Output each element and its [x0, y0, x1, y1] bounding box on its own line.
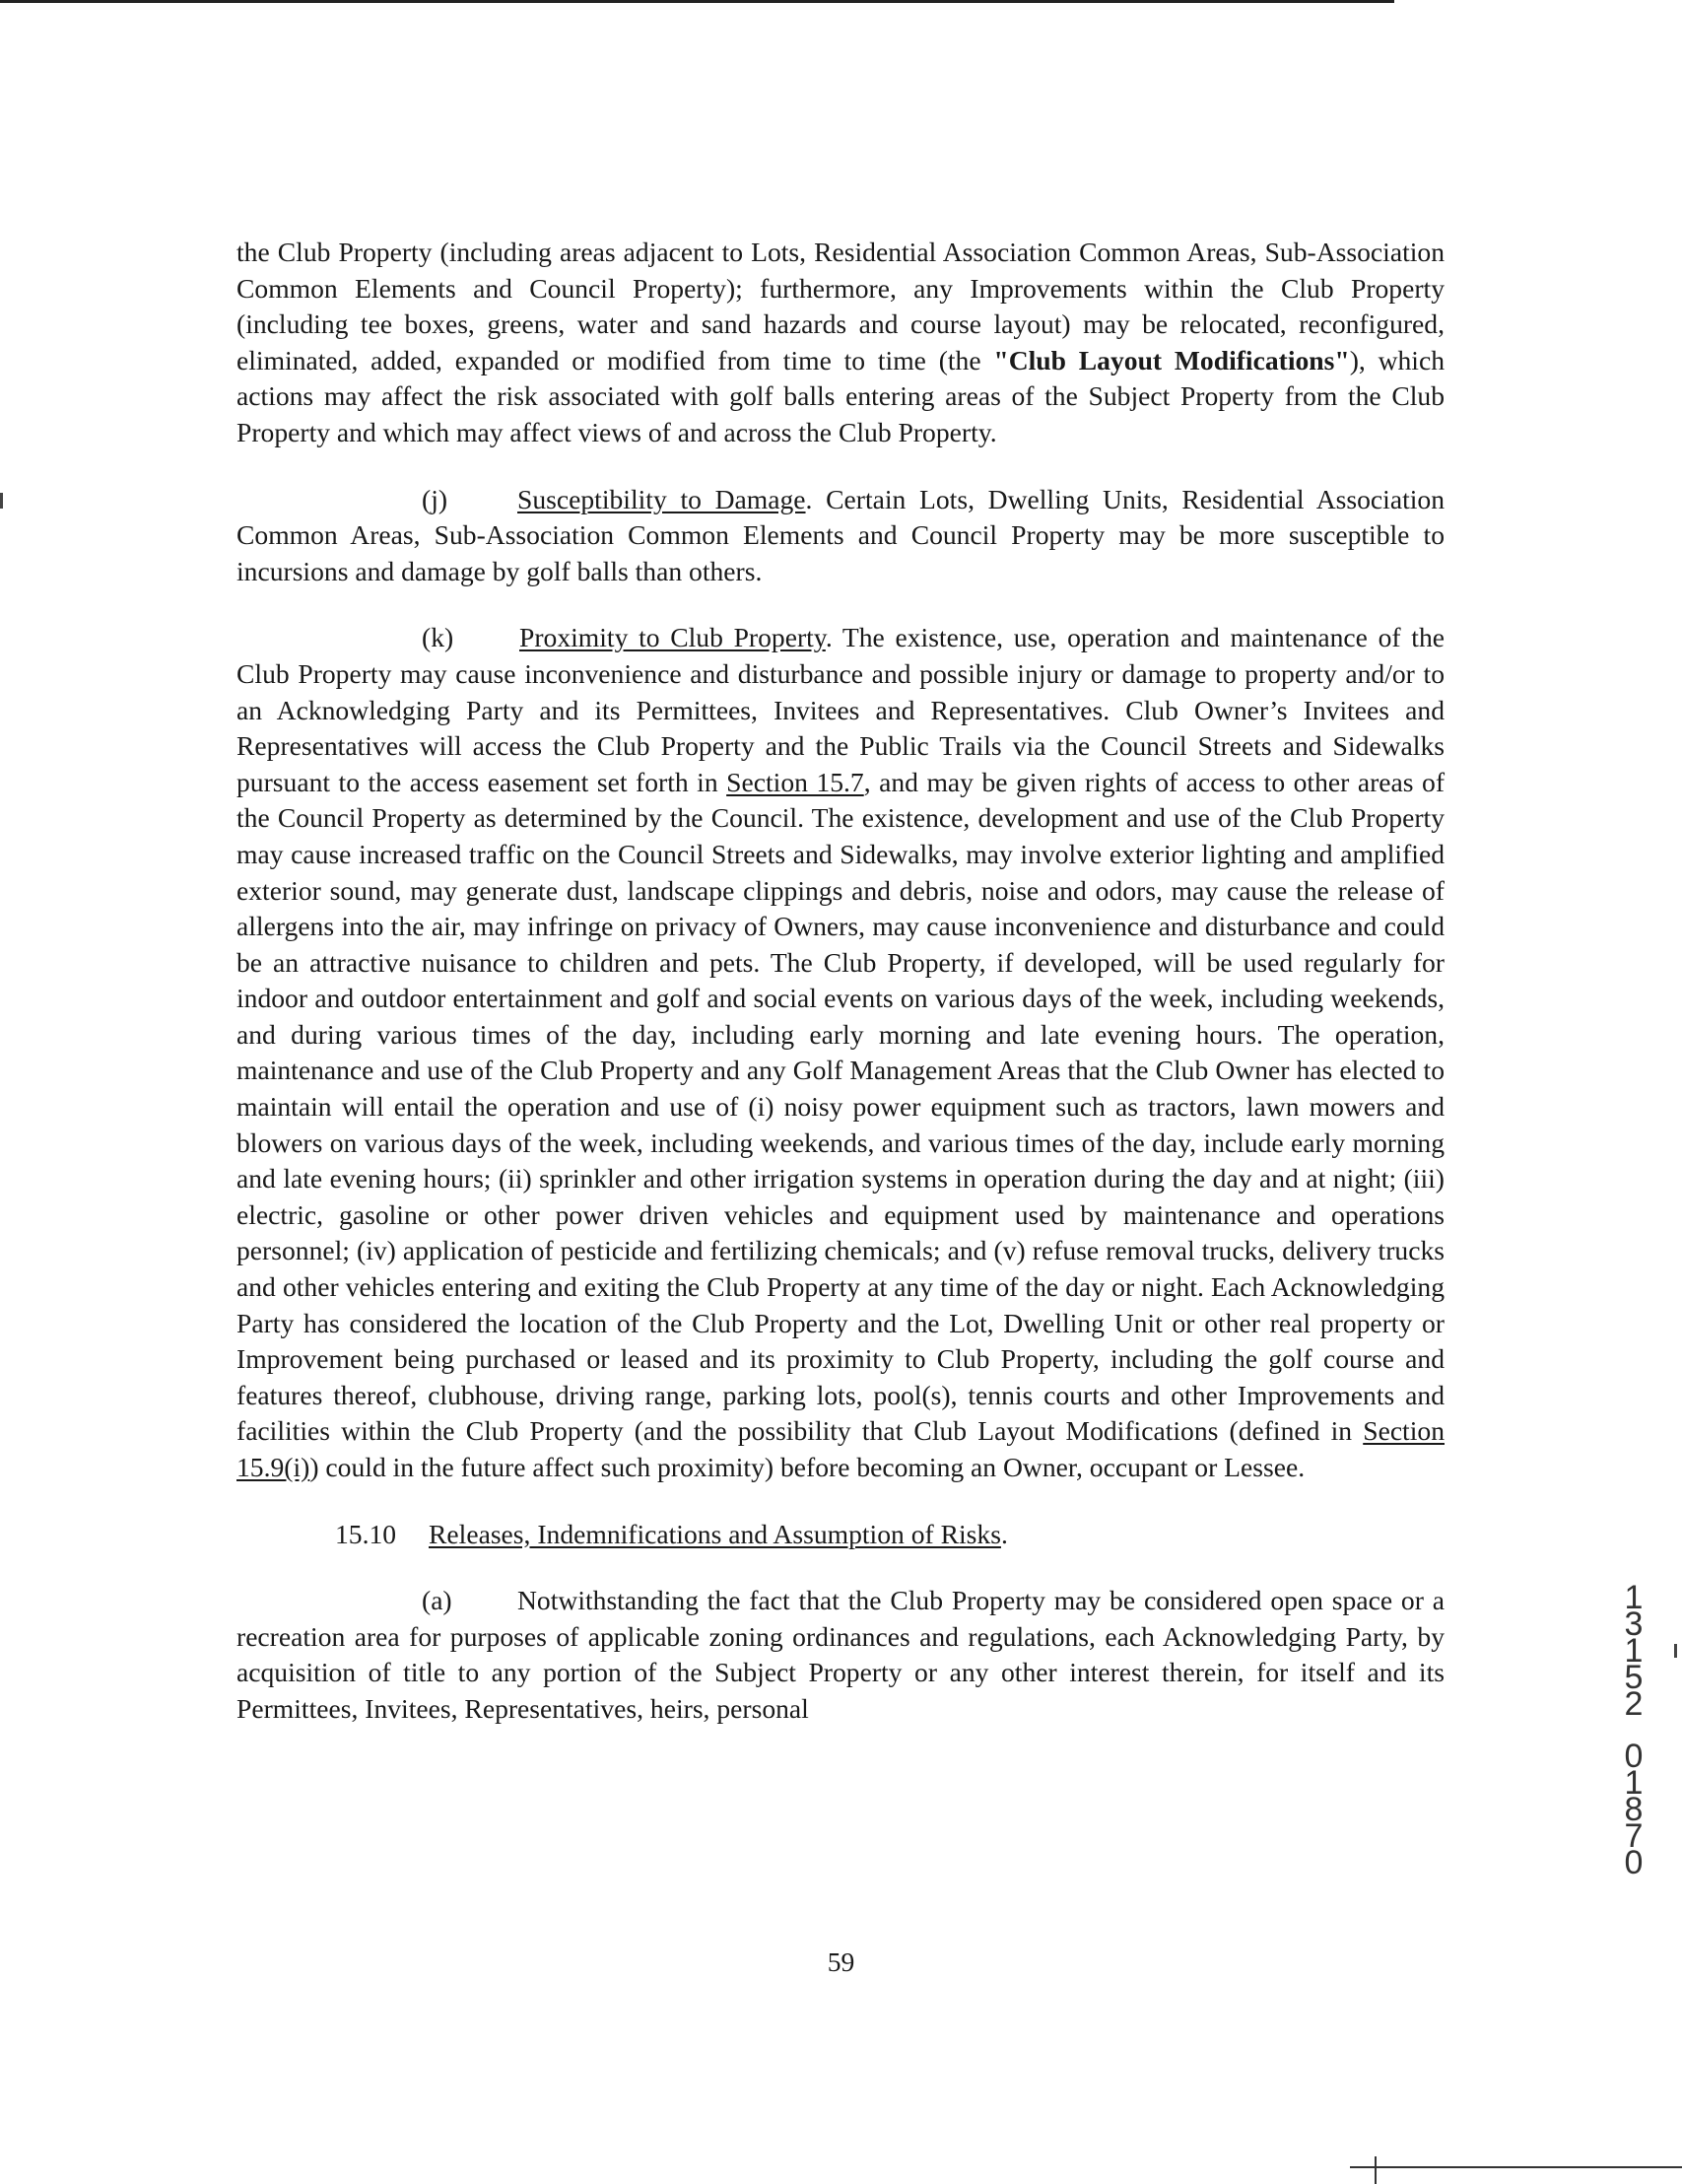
stamp-digit: 3 — [1624, 1605, 1644, 1643]
page-number: 59 — [827, 1946, 855, 1977]
top-border-line — [0, 0, 1394, 3]
subsection-title: Proximity to Club Property — [519, 622, 826, 653]
scan-mark — [1674, 1644, 1677, 1658]
paragraph-j — [236, 482, 1445, 590]
document-stamp-number — [1619, 1579, 1648, 1881]
stamp-digit: 1 — [1624, 1632, 1644, 1670]
stamp-digit: 1 — [1624, 1764, 1644, 1802]
paragraph-text: . The existence, use, operation and maintenance of the Club Property may cause inconvenience and disturbance and possible injury or damage to property and/or to an Acknowledging Party and its Permittees, Invitees and Representatives. Club Owner’s Invitees and Representatives will access the Club Property and the Public Trails via the Council Streets and Sidewalks pursuant to the access easement set forth in — [236, 622, 1445, 797]
defined-term: "Club Layout Modifications" — [993, 344, 1350, 375]
section-number: 15.10 — [335, 1518, 397, 1549]
subsection-title: Susceptibility to Damage — [517, 483, 806, 514]
stamp-digit: 7 — [1624, 1817, 1644, 1855]
subsection-label: (k) — [422, 622, 454, 653]
subsection-label: (j) — [422, 483, 448, 514]
stamp-digit: 2 — [1624, 1685, 1644, 1723]
section-reference: Section 15.9(i) — [236, 1415, 1445, 1482]
paragraph-continuation — [236, 235, 1445, 451]
paragraph-text: , and may be given rights of access to other areas of the Council Property as determined by the Council. The existence, development and use of the Club Property may cause increased traffic on the Council Streets and Sidewalks, may involve exterior lighting and amplified exterior sound, may generate dust, landscape clippings and debris, noise and odors, may cause the release of allergens into the air, may infringe on privacy of Owners, may cause inconvenience and disturbance and could be an attractive nuisance to children and pets. The Club Property, if developed, will be used regularly for indoor and outdoor entertainment and golf and social events on various days of the week, including weekends, and during various times of the day, including early morning and late evening hours. The operation, maintenance and use of the Club Property and any Golf Management Areas that the Club Owner has elected to maintain will entail the operation and use of (i) noisy power equipment such as tractors, lawn mowers and blowers on various days of the week, including weekends, and various times of the day, include early morning and late evening hours; (ii) sprinkler and other irrigation systems in operation during the day and at night; (iii) electric, gasoline or other power driven vehicles and equipment used by maintenance and operations personnel; (iv) application of pesticide and fertilizing chemicals; and (v) refuse removal trucks, delivery trucks and other vehicles entering and exiting the Club Property at any time of the day or night. Each Acknowledging Party has considered the location of the Club Property and the Lot, Dwelling Unit or other real property or Improvement being purchased or leased and its proximity to Club Property, including the golf course and features thereof, clubhouse, driving range, parking lots, pool(s), tennis courts and other Improvements and facilities within the Club Property (and the possibility that Club Layout Modifications (defined in — [236, 766, 1446, 1447]
bottom-border-tick — [1375, 2156, 1377, 2184]
paragraph-text: the Club Property (including areas adjacent to Lots, Residential Association Common Areas, Sub-Association Common Elements and Council Property); furthermore, any Improvements within the Club Property (including tee boxes, greens, water and sand hazards and course layout) may be relocated, reconfigured, eliminated, added, expanded or modified from time to time (the — [236, 237, 1445, 375]
section-reference: Section 15.7 — [726, 766, 864, 797]
subsection-label: (a) — [422, 1585, 452, 1616]
paragraph-text: ), which actions may affect the risk associated with golf balls entering areas of the Subject Property from the Club Property and which may affect views of and across the Club Property. — [236, 344, 1446, 447]
stamp-digit: 8 — [1624, 1791, 1644, 1828]
stamp-digit: 5 — [1624, 1659, 1644, 1696]
paragraph-text: Notwithstanding the fact that the Club Property may be considered open space or a recreation area for purposes of applicable zoning ordinances and regulations, each Acknowledging Party, by acquisition of title to any portion of the Subject Property or any other interest therein, for itself and its Permittees, Invitees, Representatives, heirs, personal — [236, 1585, 1445, 1724]
section-title: Releases, Indemnifications and Assumption of Risks — [429, 1518, 1001, 1549]
bottom-border-line — [1350, 2166, 1682, 2168]
stamp-digit: 0 — [1624, 1844, 1644, 1881]
stamp-digit: 1 — [1624, 1579, 1644, 1616]
scan-mark — [0, 493, 3, 509]
paragraph-text: ) could in the future affect such proximity) before becoming an Owner, occupant or Lessee. — [309, 1452, 1306, 1482]
section-heading — [236, 1517, 1445, 1553]
stamp-digit: 0 — [1624, 1738, 1644, 1775]
section-title-period: . — [1000, 1518, 1008, 1549]
paragraph-text: . Certain Lots, Dwelling Units, Residential Association Common Areas, Sub-Association Common Elements and Council Property may be more susceptible to incursions and damage by golf balls than others. — [236, 483, 1445, 586]
paragraph-a — [236, 1583, 1445, 1727]
document-body — [236, 235, 1445, 1758]
paragraph-k — [236, 620, 1445, 1485]
